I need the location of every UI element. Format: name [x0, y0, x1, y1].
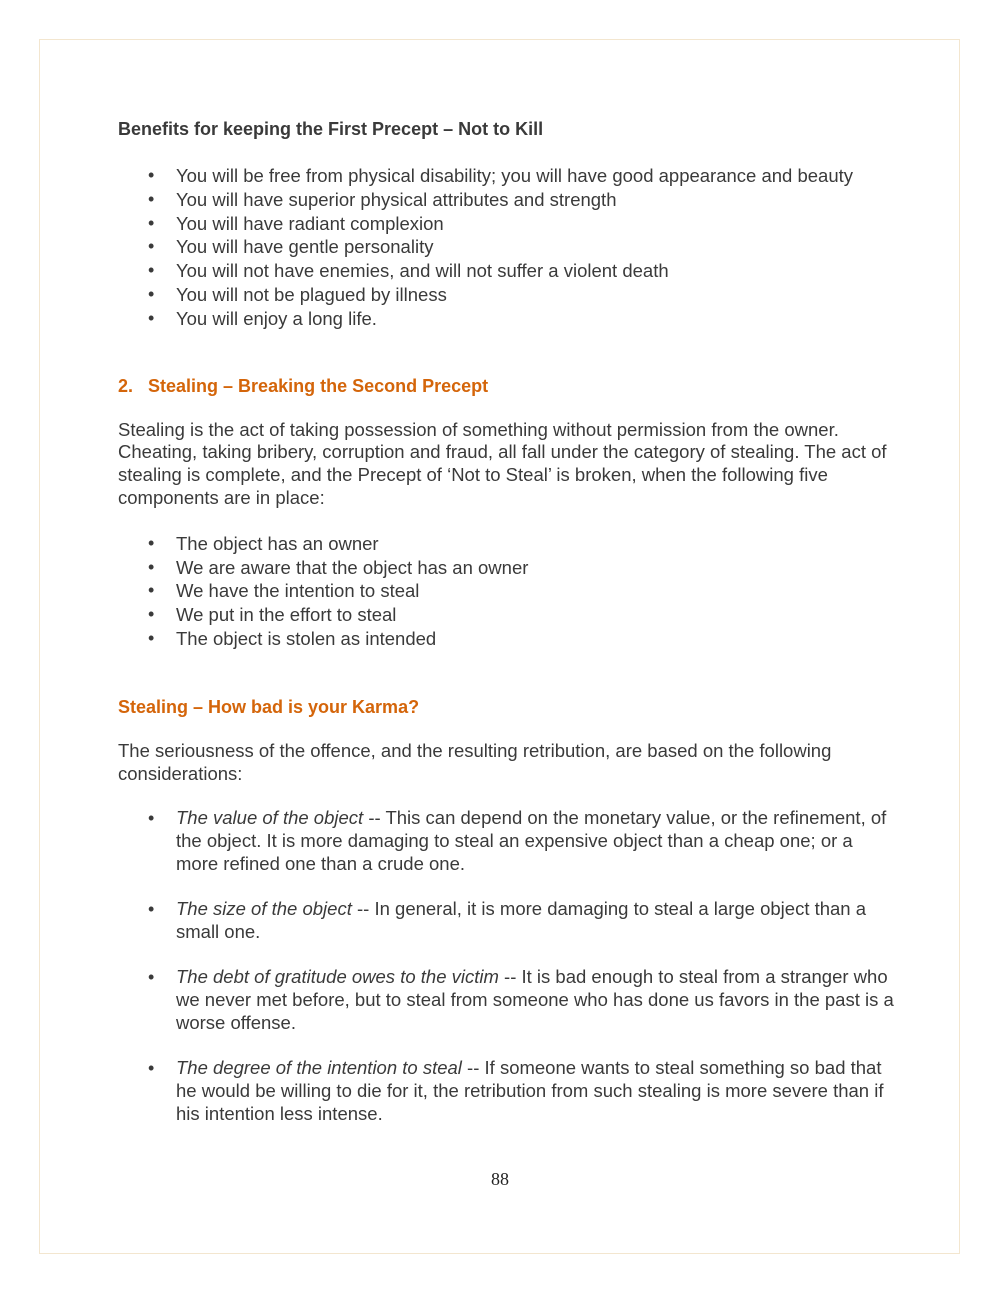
section-heading-stealing: [118, 374, 898, 398]
list-item: • You will have superior physical attributes and strength: [148, 188, 617, 210]
section-heading-karma: Stealing – How bad is your Karma?: [118, 696, 420, 717]
bullet-icon: •: [148, 556, 155, 577]
list-item: • You will be free from physical disability; you will have good appearance and beauty: [148, 165, 854, 186]
benefits-list: [118, 164, 898, 331]
list-item: • The object is stolen as intended: [148, 627, 437, 649]
consideration-text: -- It is bad enough to steal from a stranger who we never met before, but to steal from someone who has done us favors in the past is a worse offense.: [176, 966, 894, 1033]
bullet-icon: •: [148, 580, 155, 601]
karma-considerations-list: [118, 807, 898, 1125]
bullet-icon: •: [148, 283, 155, 304]
consideration-text: -- This can depend on the monetary value, or the refinement, of the object. It is more damaging to steal an expensive object than a cheap one; or a more refined one than a crude one.: [176, 807, 887, 874]
page-number: 88: [491, 1169, 509, 1189]
list-item: • You will have gentle personality: [148, 236, 434, 258]
bullet-icon: •: [148, 212, 155, 233]
bullet-icon: •: [148, 165, 155, 185]
list-item: [118, 966, 898, 1034]
list-item: • You will not be plagued by illness: [148, 283, 447, 305]
list-item: • The object has an owner: [148, 532, 379, 554]
section-heading-first-precept-benefits: Benefits for keeping the First Precept – Not to Kill: [118, 119, 544, 139]
list-item: [118, 898, 898, 944]
bullet-icon: •: [148, 899, 155, 920]
bullet-icon: •: [148, 627, 155, 648]
consideration-term: The value of the object: [176, 807, 364, 829]
stealing-components-list: [118, 532, 898, 651]
bullet-icon: •: [148, 808, 155, 829]
bullet-icon: •: [148, 532, 155, 553]
consideration-term: The debt of gratitude owes to the victim: [176, 966, 499, 988]
bullet-icon: •: [148, 1058, 155, 1079]
list-item: • We are aware that the object has an owner: [148, 556, 529, 578]
consideration-text: -- If someone wants to steal something so bad that he would be willing to die for it, the retribution from such stealing is more severe than if his intention less intense.: [176, 1057, 884, 1124]
consideration-term: The size of the object: [176, 898, 352, 920]
list-item: [118, 1057, 898, 1125]
karma-intro-paragraph: The seriousness of the offence, and the resulting retribution, are based on the following considerations:: [118, 739, 832, 784]
bullet-icon: •: [148, 260, 155, 281]
section-number: 2.: [118, 375, 134, 396]
section-title: Stealing – Breaking the Second Precept: [148, 375, 489, 396]
list-item: [118, 807, 898, 875]
bullet-icon: •: [148, 604, 155, 625]
consideration-text: -- In general, it is more damaging to steal a large object than a small one.: [176, 898, 867, 943]
bullet-icon: •: [148, 967, 155, 988]
list-item: • You will have radiant complexion: [148, 212, 444, 234]
list-item: • You will enjoy a long life.: [148, 307, 377, 329]
stealing-definition-paragraph: Stealing is the act of taking possession of something without permission from the owner. Cheating, taking bribery, corruption and fraud, all fall under the category of stealing. The act of stealing is complete, and the Precept of ‘Not to Steal’ is broken, when the following five components are in place:: [118, 418, 887, 508]
list-item: • We put in the effort to steal: [148, 604, 397, 626]
bullet-icon: •: [148, 188, 155, 209]
list-item: • You will not have enemies, and will not suffer a violent death: [148, 260, 669, 282]
list-item: • We have the intention to steal: [148, 580, 420, 602]
bullet-icon: •: [148, 236, 155, 257]
consideration-term: The degree of the intention to steal: [176, 1057, 462, 1079]
bullet-icon: •: [148, 307, 155, 328]
page-content: [118, 117, 898, 1126]
